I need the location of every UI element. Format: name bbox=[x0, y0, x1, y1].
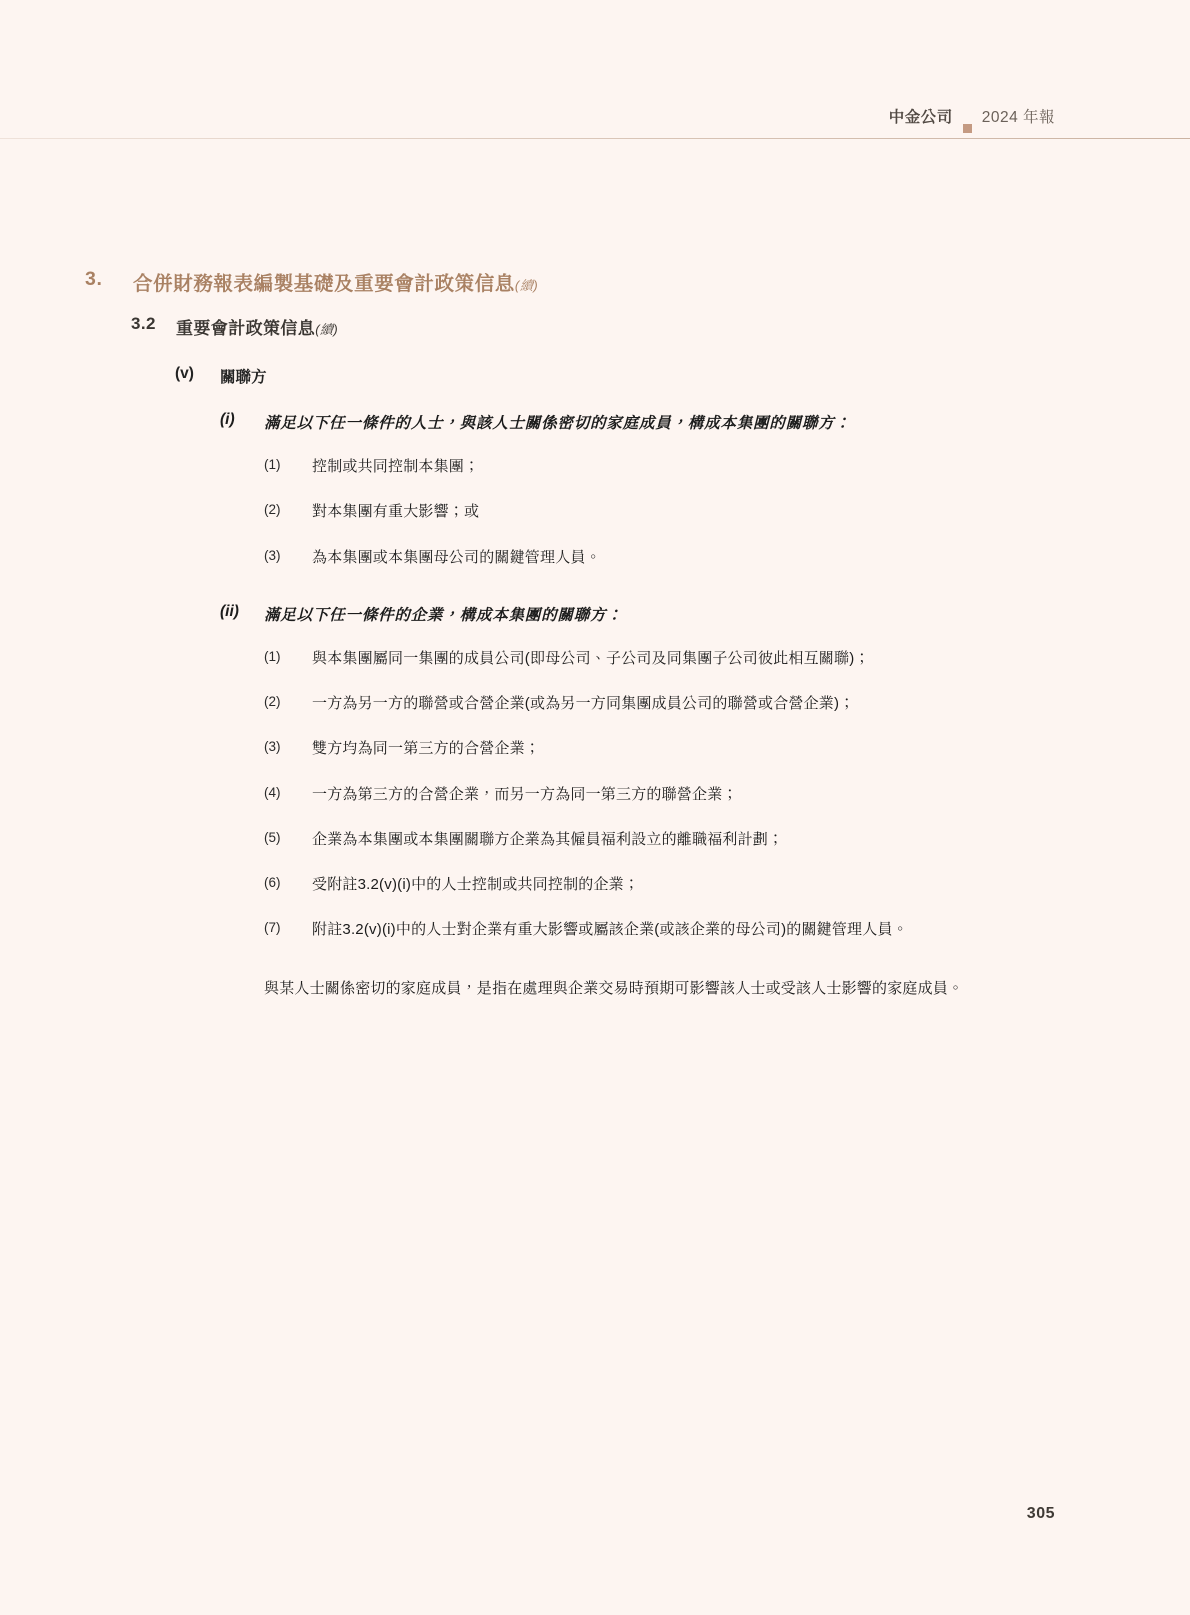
list-item bbox=[0, 546, 1190, 569]
list-item-text: 企業為本集團或本集團關聯方企業為其僱員福利設立的離職福利計劃； bbox=[312, 830, 784, 848]
group-number-i: (i) bbox=[220, 411, 235, 428]
section-heading bbox=[0, 268, 1190, 296]
list-item-text: 受附註3.2(v)(i)中的人士控制或共同控制的企業； bbox=[312, 876, 640, 893]
item-title-v: 關聯方 bbox=[220, 369, 267, 386]
subsection-continued-mark: (續) bbox=[315, 322, 339, 337]
list-item-text: 與本集團屬同一集團的成員公司(即母公司、子公司及同集團子公司彼此相互關聯)； bbox=[312, 649, 870, 667]
list-item-number: (4) bbox=[264, 784, 281, 800]
page-header bbox=[0, 105, 1190, 147]
section-number: 3. bbox=[85, 268, 103, 290]
group-lead-i: 滿足以下任一條件的人士，與該人士關係密切的家庭成員，構成本集團的關聯方： bbox=[264, 415, 851, 432]
list-item bbox=[0, 737, 1190, 760]
square-bullet-icon bbox=[963, 124, 972, 133]
list-item-number: (1) bbox=[264, 648, 281, 664]
list-item-number: (6) bbox=[264, 875, 281, 890]
list-item-number: (3) bbox=[264, 739, 281, 755]
list-item bbox=[0, 647, 1190, 670]
group-number-ii: (ii) bbox=[220, 602, 239, 620]
list-item-text: 附註3.2(v)(i)中的人士對企業有重大影響或屬該企業(或該企業的母公司)的關鍵管理人員。 bbox=[312, 921, 908, 939]
closing-paragraph: 與某人士關係密切的家庭成員，是指在處理與企業交易時預期可影響該人士或受該人士影響的家庭成員。 bbox=[264, 979, 964, 997]
subsection-heading bbox=[0, 314, 1190, 339]
list-item-text: 一方為另一方的聯營或合營企業(或為另一方同集團成員公司的聯營或合營企業)； bbox=[312, 695, 855, 712]
item-number-v: (v) bbox=[175, 365, 194, 382]
header-company-name: 中金公司 bbox=[888, 109, 953, 126]
list-item-number: (7) bbox=[264, 920, 281, 936]
list-item-text: 控制或共同控制本集團； bbox=[312, 458, 480, 475]
section-continued-mark: (續) bbox=[514, 278, 539, 293]
list-item bbox=[0, 828, 1190, 851]
list-item bbox=[0, 455, 1190, 478]
list-item-number: (2) bbox=[264, 502, 281, 518]
list-item bbox=[0, 692, 1190, 715]
list-item bbox=[0, 873, 1190, 896]
list-item bbox=[0, 783, 1190, 806]
page-number: 305 bbox=[1026, 1505, 1055, 1522]
list-item-text: 對本集團有重大影響；或 bbox=[312, 503, 480, 521]
list-item-text: 為本集團或本集團母公司的關鍵管理人員。 bbox=[312, 548, 601, 566]
list-item-text: 一方為第三方的合營企業，而另一方為同一第三方的聯營企業； bbox=[312, 785, 738, 803]
list-item-number: (5) bbox=[264, 829, 281, 845]
section-title bbox=[133, 268, 538, 296]
header-divider bbox=[0, 138, 1190, 139]
subsection-title-text: 重要會計政策信息 bbox=[176, 319, 316, 338]
group-heading-i bbox=[0, 411, 1190, 433]
list-item bbox=[0, 500, 1190, 523]
list-item-number: (3) bbox=[264, 547, 281, 563]
header-year-label: 2024 年報 bbox=[981, 109, 1055, 126]
group-heading-ii bbox=[0, 603, 1190, 625]
list-item-text: 雙方均為同一第三方的合營企業； bbox=[312, 740, 541, 758]
section-title-text: 合併財務報表編製基礎及重要會計政策信息 bbox=[133, 273, 515, 295]
list-item bbox=[0, 918, 1190, 941]
group-lead-ii: 滿足以下任一條件的企業，構成本集團的關聯方： bbox=[264, 606, 623, 624]
item-heading-v bbox=[0, 365, 1190, 387]
header-text-group bbox=[889, 105, 1055, 127]
subsection-title bbox=[176, 319, 338, 338]
list-item-number: (1) bbox=[264, 457, 281, 472]
list-item-number: (2) bbox=[264, 694, 281, 709]
page-content bbox=[0, 268, 1190, 1002]
subsection-number: 3.2 bbox=[131, 314, 156, 333]
